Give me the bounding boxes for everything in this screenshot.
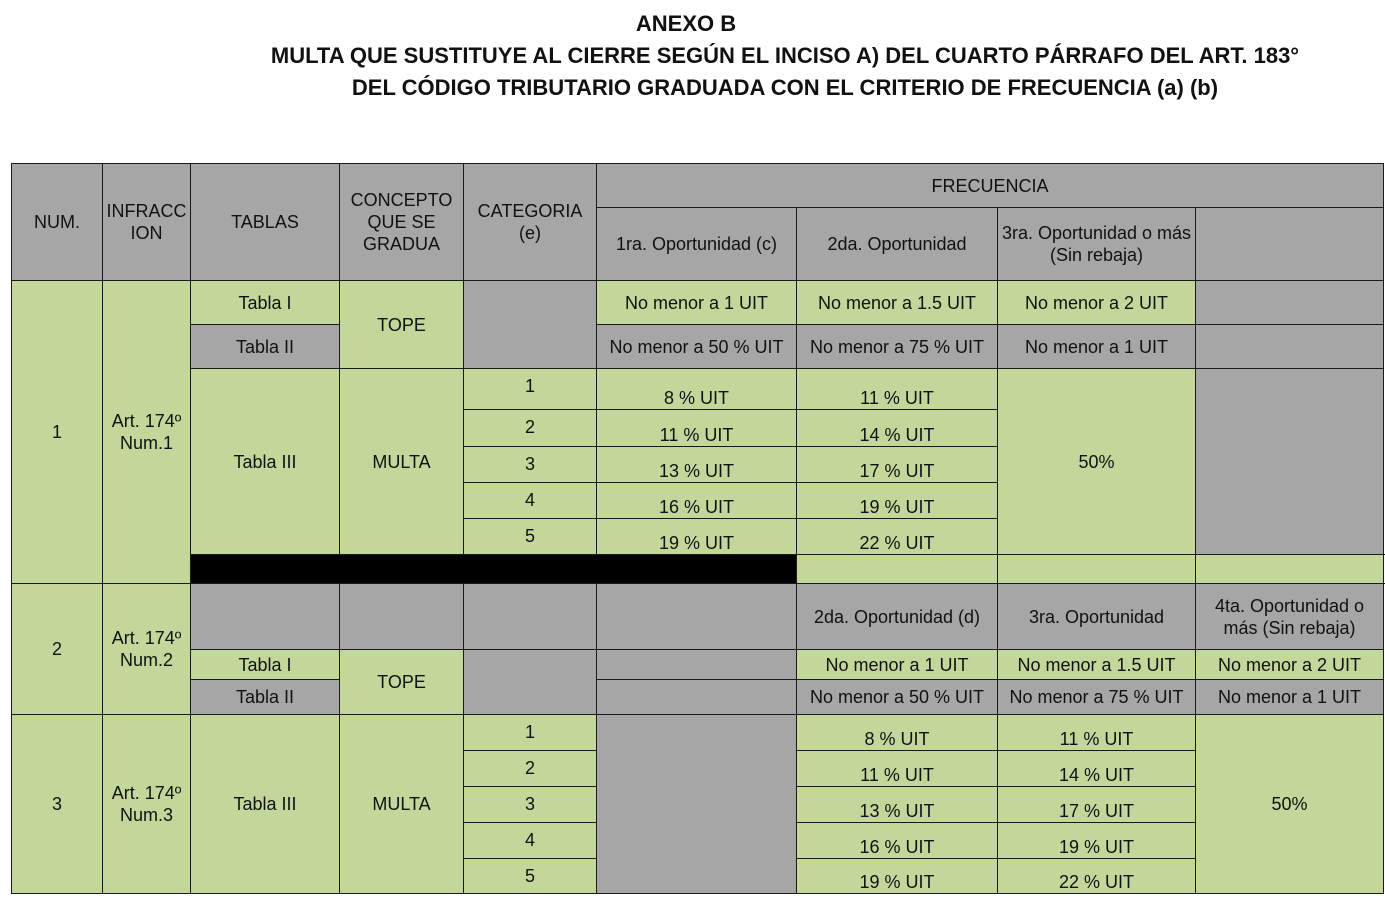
row3-infraccion: Art. 174º Num.3 xyxy=(103,715,191,894)
row3-num: 3 xyxy=(12,715,103,894)
row2-t1-f2: No menor a 1 UIT xyxy=(797,650,998,680)
row2-header-f4: 4ta. Oportunidad o más (Sin rebaja) xyxy=(1196,584,1384,650)
row2-concepto-empty xyxy=(340,584,464,650)
row1-c1-cat4: 16 % UIT xyxy=(597,483,797,519)
row3-c2-cat1: 8 % UIT xyxy=(797,715,998,751)
row1-c4-empty xyxy=(1196,369,1384,555)
row1-t2-f2: No menor a 75 % UIT xyxy=(797,325,998,369)
row1-tabla1: Tabla I xyxy=(191,281,340,325)
row1-cat-4: 4 xyxy=(464,483,597,519)
row2-t2-f3: No menor a 75 % UIT xyxy=(998,680,1196,715)
header-infraccion: INFRACC ION xyxy=(103,164,191,281)
row1-cat-5: 5 xyxy=(464,519,597,555)
row1-c3-rate: 50% xyxy=(998,369,1196,555)
row1-t1-f4-empty xyxy=(1196,281,1384,325)
document-title-line1: MULTA QUE SUSTITUYE AL CIERRE SEGÚN EL INCISO A) DEL CUARTO PÁRRAFO DEL ART. 183° xyxy=(270,43,1300,68)
header-num: NUM. xyxy=(12,164,103,281)
header-concepto: CONCEPTO QUE SE GRADUA xyxy=(340,164,464,281)
row1-num: 1 xyxy=(12,281,103,584)
header-frecuencia: FRECUENCIA xyxy=(597,164,1384,208)
row3-cat-5: 5 xyxy=(464,859,597,894)
separator-bar-left xyxy=(191,555,797,584)
row3-cat-2: 2 xyxy=(464,751,597,787)
row1-t2-f1: No menor a 50 % UIT xyxy=(597,325,797,369)
row2-infraccion: Art. 174º Num.2 xyxy=(103,584,191,715)
row3-c4-rate: 50% xyxy=(1196,715,1384,894)
row3-c2-cat3: 13 % UIT xyxy=(797,787,998,823)
row1-t1-f2: No menor a 1.5 UIT xyxy=(797,281,998,325)
row3-c2-cat5: 19 % UIT xyxy=(797,859,998,894)
row3-f1-empty xyxy=(597,715,797,894)
row3-multa: MULTA xyxy=(340,715,464,894)
row2-tabla2: Tabla II xyxy=(191,680,340,715)
row1-tabla3: Tabla III xyxy=(191,369,340,555)
row1-tabla2: Tabla II xyxy=(191,325,340,369)
row1-cat-2: 2 xyxy=(464,410,597,447)
row1-cat-3: 3 xyxy=(464,447,597,483)
row1-c1-cat3: 13 % UIT xyxy=(597,447,797,483)
row1-cat-1: 1 xyxy=(464,369,597,410)
annex-title: ANEXO B xyxy=(635,11,737,36)
row2-t2-f2: No menor a 50 % UIT xyxy=(797,680,998,715)
row3-tabla3: Tabla III xyxy=(191,715,340,894)
separator-f2 xyxy=(1196,555,1384,584)
row3-c3-cat5: 22 % UIT xyxy=(998,859,1196,894)
row1-multa: MULTA xyxy=(340,369,464,555)
row1-t2-f3: No menor a 1 UIT xyxy=(998,325,1196,369)
row1-tope: TOPE xyxy=(340,281,464,369)
separator-cat xyxy=(797,555,998,584)
row1-c2-cat1: 11 % UIT xyxy=(797,369,998,410)
row2-t1-f4: No menor a 2 UIT xyxy=(1196,650,1384,680)
header-freq-3: 3ra. Oportunidad o más (Sin rebaja) xyxy=(998,208,1196,281)
row2-cat-empty xyxy=(464,584,597,650)
row3-c3-cat2: 14 % UIT xyxy=(998,751,1196,787)
header-tablas: TABLAS xyxy=(191,164,340,281)
row2-tope: TOPE xyxy=(340,650,464,715)
row2-t1-f1-empty xyxy=(597,650,797,680)
row1-c2-cat3: 17 % UIT xyxy=(797,447,998,483)
row3-cat-4: 4 xyxy=(464,823,597,859)
fines-table xyxy=(11,163,1384,894)
document-title-line2: DEL CÓDIGO TRIBUTARIO GRADUADA CON EL CRITERIO DE FRECUENCIA (a) (b) xyxy=(351,75,1219,100)
row2-header-f2: 2da. Oportunidad (d) xyxy=(797,584,998,650)
row1-c2-cat2: 14 % UIT xyxy=(797,410,998,447)
row1-cat-empty xyxy=(464,281,597,369)
row3-c2-cat2: 11 % UIT xyxy=(797,751,998,787)
row2-t2-f4: No menor a 1 UIT xyxy=(1196,680,1384,715)
row2-f1-empty xyxy=(597,584,797,650)
row1-t1-f1: No menor a 1 UIT xyxy=(597,281,797,325)
separator-f1 xyxy=(998,555,1196,584)
row2-num: 2 xyxy=(12,584,103,715)
row2-tablas-empty xyxy=(191,584,340,650)
header-freq-1: 1ra. Oportunidad (c) xyxy=(597,208,797,281)
row1-c2-cat4: 19 % UIT xyxy=(797,483,998,519)
row1-infraccion: Art. 174º Num.1 xyxy=(103,281,191,584)
row1-c1-cat5: 19 % UIT xyxy=(597,519,797,555)
row2-tabla1: Tabla I xyxy=(191,650,340,680)
row3-cat-3: 3 xyxy=(464,787,597,823)
row3-c2-cat4: 16 % UIT xyxy=(797,823,998,859)
row1-t1-f3: No menor a 2 UIT xyxy=(998,281,1196,325)
row1-c1-cat2: 11 % UIT xyxy=(597,410,797,447)
row2-t2-f1-empty xyxy=(597,680,797,715)
row3-c3-cat3: 17 % UIT xyxy=(998,787,1196,823)
header-categoria: CATEGORIA (e) xyxy=(464,164,597,281)
header-freq-2: 2da. Oportunidad xyxy=(797,208,998,281)
row3-c3-cat1: 11 % UIT xyxy=(998,715,1196,751)
row3-c3-cat4: 19 % UIT xyxy=(998,823,1196,859)
row2-cat-empty-2 xyxy=(464,650,597,715)
row2-header-f3: 3ra. Oportunidad xyxy=(998,584,1196,650)
row1-t2-f4-empty xyxy=(1196,325,1384,369)
header-freq-4-empty xyxy=(1196,208,1384,281)
row1-c2-cat5: 22 % UIT xyxy=(797,519,998,555)
row3-cat-1: 1 xyxy=(464,715,597,751)
row1-c1-cat1: 8 % UIT xyxy=(597,369,797,410)
row2-t1-f3: No menor a 1.5 UIT xyxy=(998,650,1196,680)
